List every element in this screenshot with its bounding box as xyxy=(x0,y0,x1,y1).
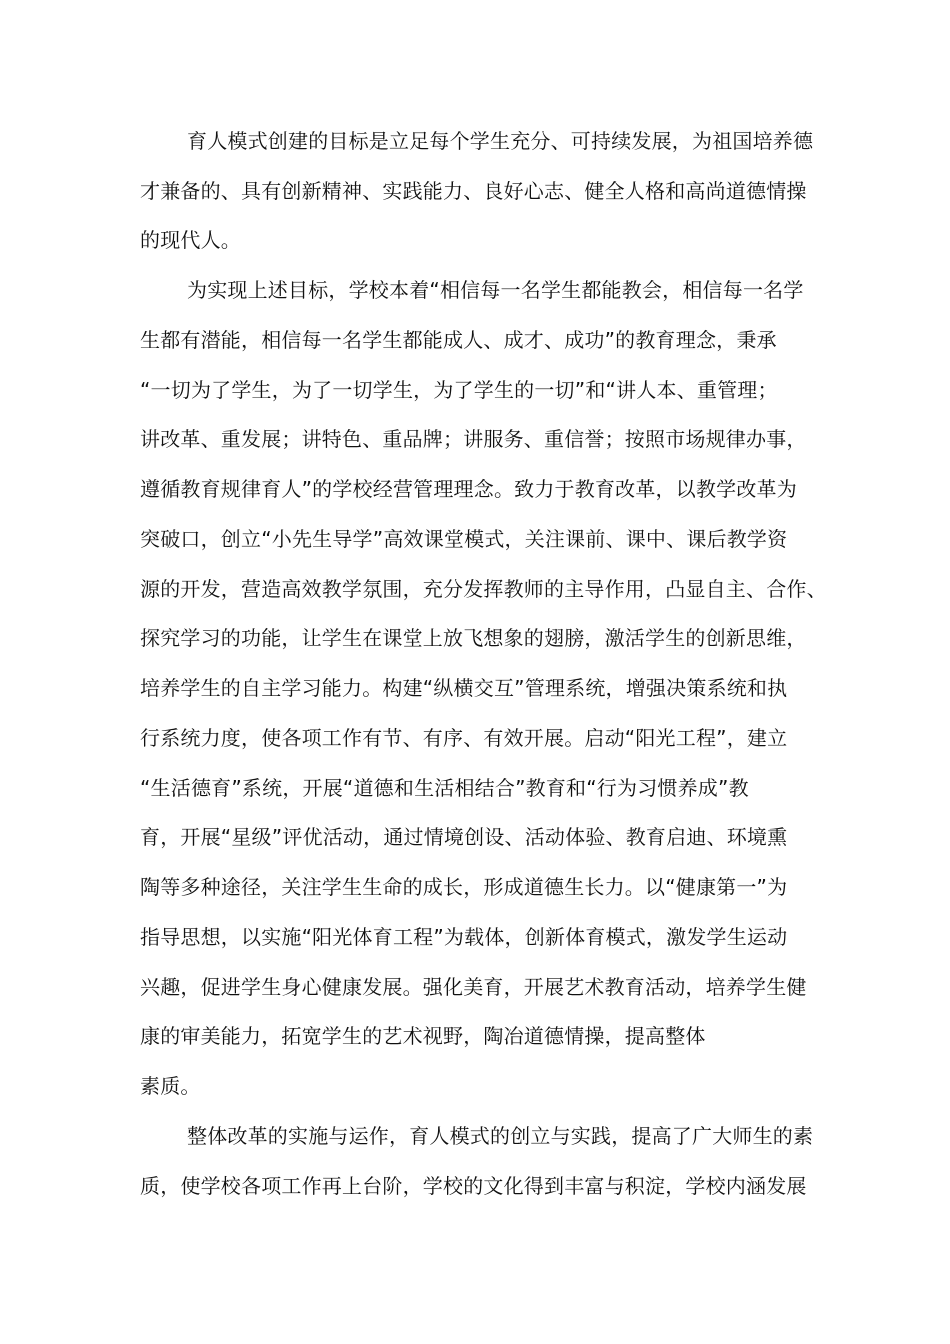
text-line: 生都有潜能，相信每一名学生都能成人、成才、成功”的教育理念，秉承 xyxy=(140,328,777,352)
text-line: 素质。 xyxy=(140,1074,201,1098)
text-line: “生活德育”系统，开展“道德和生活相结合”教育和“行为习惯养成”教 xyxy=(140,776,749,800)
text-line: 育，开展“星级”评优活动，通过情境创设、活动体验、教育启迪、环境熏 xyxy=(140,825,788,849)
text-line: 兴趣，促进学生身心健康发展。强化美育，开展艺术教育活动，培养学生健 xyxy=(140,975,807,999)
text-line: 源的开发，营造高效教学氛围，充分发挥教师的主导作用，凸显自主、合作、 xyxy=(140,577,827,601)
text-line: 育人模式创建的目标是立足每个学生充分、可持续发展，为祖国培养德 xyxy=(187,129,814,153)
text-line: 陶等多种途径，关注学生生命的成长，形成道德生长力。以“健康第一”为 xyxy=(140,875,788,899)
text-line: 突破口，创立“小先生导学”高效课堂模式，关注课前、课中、课后教学资 xyxy=(140,527,788,551)
text-line: 整体改革的实施与运作，育人模式的创立与实践，提高了广大师生的素 xyxy=(187,1124,814,1148)
text-line: 讲改革、重发展；讲特色、重品牌；讲服务、重信誉；按照市场规律办事， xyxy=(140,427,807,451)
text-line: 探究学习的功能，让学生在课堂上放飞想象的翅膀，激活学生的创新思维， xyxy=(140,626,807,650)
text-line: 康的审美能力，拓宽学生的艺术视野，陶冶道德情操，提高整体 xyxy=(140,1024,706,1048)
text-line: “一切为了学生，为了一切学生，为了学生的一切”和“讲人本、重管理； xyxy=(140,378,778,402)
text-line: 行系统力度，使各项工作有节、有序、有效开展。启动“阳光工程”，建立 xyxy=(140,726,788,750)
text-line: 指导思想，以实施“阳光体育工程”为载体，创新体育模式，激发学生运动 xyxy=(140,925,788,949)
text-line: 的现代人。 xyxy=(140,228,241,252)
text-line: 培养学生的自主学习能力。构建“纵横交互”管理系统，增强决策系统和执 xyxy=(140,676,788,700)
text-line: 才兼备的、具有创新精神、实践能力、良好心志、健全人格和高尚道德情操 xyxy=(140,179,807,203)
text-line: 遵循教育规律育人”的学校经营管理理念。致力于教育改革，以教学改革为 xyxy=(140,477,797,501)
text-line: 质，使学校各项工作再上台阶，学校的文化得到丰富与积淀，学校内涵发展 xyxy=(140,1174,807,1198)
text-line: 为实现上述目标，学校本着“相信每一名学生都能教会，相信每一名学 xyxy=(187,278,804,302)
